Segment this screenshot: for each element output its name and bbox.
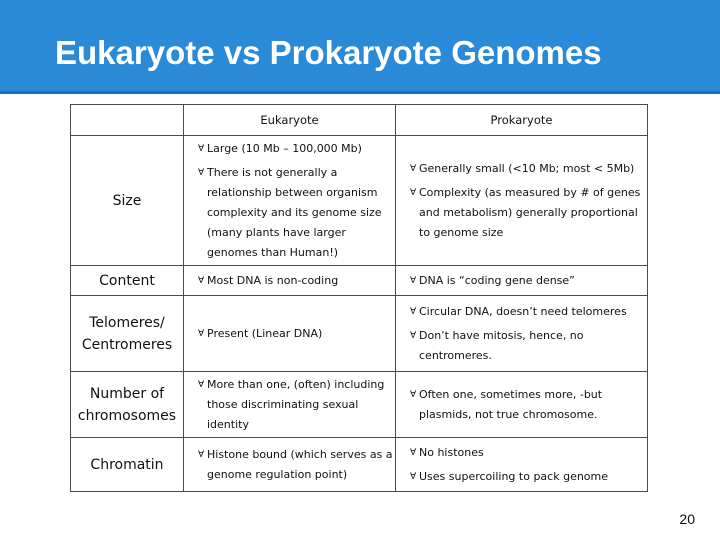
- bullet-text: DNA is “coding gene dense”: [419, 273, 575, 287]
- list-item: [410, 443, 645, 463]
- eukaryote-cell: [184, 266, 396, 296]
- bullet-icon: ∀: [198, 379, 205, 390]
- bullet-text: Often one, sometimes more, -but plasmids, not true chromosome.: [419, 387, 603, 421]
- bullet-icon: ∀: [198, 275, 205, 286]
- bullet-icon: ∀: [198, 143, 205, 154]
- row-label-line: Telomeres/: [89, 314, 165, 331]
- bullet-text: Large (10 Mb – 100,000 Mb): [207, 141, 362, 155]
- comparison-table: [70, 104, 648, 492]
- bullet-text: Present (Linear DNA): [207, 326, 323, 340]
- header-prokaryote: Prokaryote: [396, 105, 648, 136]
- prokaryote-cell: [396, 372, 648, 438]
- list-item: [198, 375, 393, 435]
- bullet-text: More than one, (often) including those discriminating sexual identity: [207, 377, 385, 431]
- list-item: [198, 324, 393, 344]
- list-item: [410, 302, 645, 322]
- bullet-icon: ∀: [198, 167, 205, 178]
- row-label-chromatin: [71, 438, 184, 492]
- bullet-text: Most DNA is non-coding: [207, 273, 339, 287]
- eukaryote-cell: [184, 136, 396, 266]
- bullet-icon: ∀: [410, 163, 417, 174]
- bullet-icon: ∀: [198, 328, 205, 339]
- bullet-icon: ∀: [410, 275, 417, 286]
- prokaryote-cell: [396, 136, 648, 266]
- eukaryote-cell: [184, 372, 396, 438]
- bullet-icon: ∀: [410, 330, 417, 341]
- row-label-line: Centromeres: [81, 336, 173, 353]
- bullet-text: There is not generally a relationship between organism complexity and its genome size (many plants have larger genomes than Human!): [207, 165, 382, 259]
- list-item: [198, 163, 393, 263]
- list-item: [410, 385, 645, 425]
- row-label-size: [71, 136, 184, 266]
- prokaryote-cell: [396, 296, 648, 372]
- bullet-icon: ∀: [410, 389, 417, 400]
- row-label-line: Chromatin: [90, 456, 164, 473]
- table-header-row: [71, 105, 648, 136]
- list-item: [410, 271, 645, 291]
- row-label-line: Content: [99, 272, 155, 289]
- header-eukaryote: Eukaryote: [184, 105, 396, 136]
- table-row: [71, 266, 648, 296]
- bullet-text: Histone bound (which serves as a genome regulation point): [207, 447, 393, 481]
- bullet-text: No histones: [419, 445, 484, 459]
- eukaryote-cell: [184, 438, 396, 492]
- row-label-line: chromosomes: [77, 407, 177, 424]
- row-label-content: [71, 266, 184, 296]
- list-item: [198, 445, 393, 485]
- bullet-icon: ∀: [410, 187, 417, 198]
- table-row: [71, 296, 648, 372]
- bullet-icon: ∀: [198, 449, 205, 460]
- bullet-text: Circular DNA, doesn’t need telomeres: [419, 304, 627, 318]
- slide-title: Eukaryote vs Prokaryote Genomes: [55, 34, 602, 71]
- header-empty: [71, 105, 184, 136]
- bullet-icon: ∀: [410, 306, 417, 317]
- prokaryote-cell: [396, 438, 648, 492]
- bullet-text: Generally small (<10 Mb; most < 5Mb): [419, 161, 635, 175]
- bullet-text: Complexity (as measured by # of genes and metabolism) generally proportional to genome size: [419, 185, 641, 239]
- table-row: [71, 438, 648, 492]
- table-row: [71, 136, 648, 266]
- eukaryote-cell: [184, 296, 396, 372]
- bullet-text: Uses supercoiling to pack genome: [419, 469, 609, 483]
- title-bar: [0, 0, 720, 94]
- list-item: [410, 467, 645, 487]
- list-item: [198, 139, 393, 159]
- row-label-line: Size: [112, 192, 142, 209]
- list-item: [198, 271, 393, 291]
- bullet-icon: ∀: [410, 471, 417, 482]
- bullet-icon: ∀: [410, 447, 417, 458]
- row-label-line: Number of: [89, 385, 165, 402]
- row-label-chromosomes: [71, 372, 184, 438]
- list-item: [410, 326, 645, 366]
- table-row: [71, 372, 648, 438]
- list-item: [410, 159, 645, 179]
- list-item: [410, 183, 645, 243]
- row-label-telomeres: [71, 296, 184, 372]
- page-number: 20: [679, 511, 695, 527]
- bullet-text: Don’t have mitosis, hence, no centromeres.: [419, 328, 584, 362]
- prokaryote-cell: [396, 266, 648, 296]
